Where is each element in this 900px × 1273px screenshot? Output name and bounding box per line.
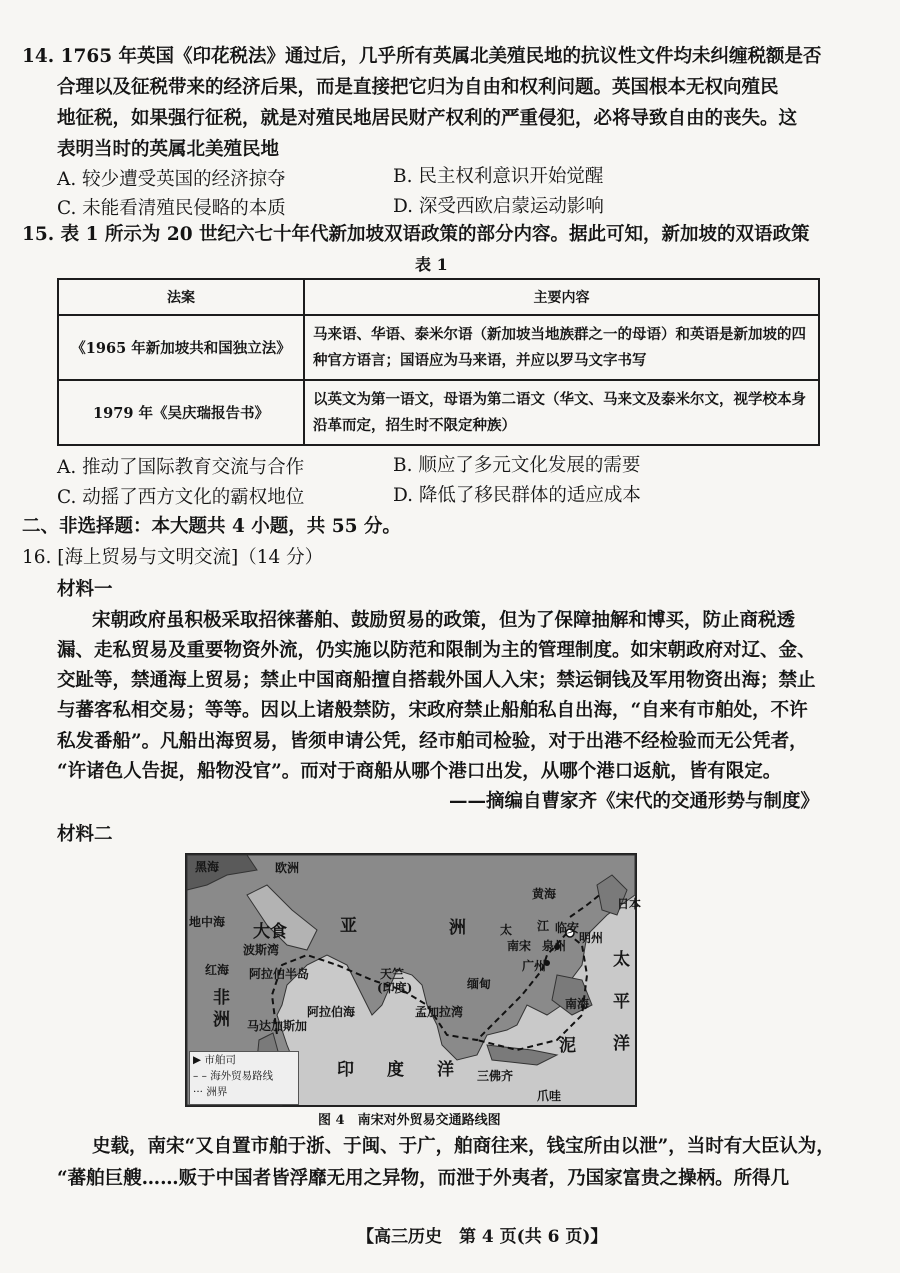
material-1-line: “许诸色人告捉，船物没官”。而对于商船从哪个港口出发，从哪个港口返航，皆有限定。	[57, 761, 782, 782]
legend-label: 海外贸易路线	[210, 1070, 274, 1082]
material-2-line: “蕃舶巨艘……贩于中国者皆浮靡无用之异物，而泄于外夷者，乃国家富贵之操柄。所得几	[57, 1168, 790, 1189]
table-cell-content: 马来语、华语、泰米尔语（新加坡当地族群之一的母语）和英语是新加坡的四种官方语言；国语应为马来语，并应以罗马文字书写	[304, 315, 819, 380]
trade-route-map	[185, 853, 642, 1107]
map-label: 孟加拉湾	[415, 1005, 464, 1019]
map-label: 平	[613, 992, 630, 1012]
material-1-line: 交趾等，禁通海上贸易；禁止中国商船擅自搭载外国人入宋；禁运铜钱及军用物资出海；禁止	[57, 670, 816, 691]
table-cell-content: 以英文为第一语文，母语为第二语文（华文、马来文及泰米尔文，视学校本身沿革而定，招生时不限定种族）	[304, 380, 819, 445]
q14-option-b: B. 民主权利意识开始觉醒	[393, 166, 604, 187]
map-label: 江	[537, 919, 550, 933]
map-label: 阿拉伯海	[307, 1005, 356, 1019]
map-label: 泥	[559, 1036, 576, 1056]
material-2-line: 史载，南宋“又自置市舶于浙、于闽、于广，舶商往来，钱宝所由以泄”，当时有大臣认为，	[92, 1136, 835, 1157]
material-1-line: 宋朝政府虽积极采取招徕蕃舶、鼓励贸易的政策，但为了保障抽解和博买，防止商税透	[92, 610, 796, 631]
map-label: 阿拉伯半岛	[249, 967, 310, 981]
map-label: 洲	[449, 918, 466, 938]
legend-item-boundary: ··· 洲界	[193, 1086, 228, 1098]
map-label: 南宋	[507, 939, 532, 953]
map-label: 爪哇	[537, 1089, 562, 1103]
q14-option-a: A. 较少遭受英国的经济掠夺	[57, 169, 286, 190]
map-label: 太	[500, 923, 513, 937]
map-label: 广州	[522, 959, 547, 973]
map-legend	[189, 1051, 299, 1105]
material-1-line: 与蕃客私相交易；等等。因以上诸般禁防，宋政府禁止船舶私自出海，“自来有市舶处，不许	[57, 700, 808, 721]
q15-stem: 15. 表 1 所示为 20 世纪六七十年代新加坡双语政策的部分内容。据此可知，新加坡的双语政策	[22, 224, 810, 245]
legend-item-port: ▶ 市舶司	[193, 1054, 236, 1066]
map-caption: 图 4 南宋对外贸易交通路线图	[318, 1113, 501, 1128]
map-label: 缅甸	[467, 977, 492, 991]
map-label: 欧洲	[275, 861, 300, 875]
map-label: 非	[213, 988, 230, 1008]
map-label: 红海	[205, 963, 230, 977]
map-label: 南海	[565, 997, 590, 1011]
table-row	[58, 315, 819, 380]
section-heading: 二、非选择题：本大题共 4 小题，共 55 分。	[22, 516, 401, 537]
table-title: 表 1	[415, 255, 448, 274]
map-label: (印度)	[377, 981, 413, 995]
material-1-line: 私发番船”。凡船出海贸易，皆须申请公凭，经市舶司检验，对于出港不经检验而无公凭者，	[57, 731, 808, 752]
map-label: 明州	[579, 931, 604, 945]
map-label: 泉州	[542, 939, 567, 953]
map-label: 马达加斯加	[247, 1019, 308, 1033]
map-label: 太	[613, 950, 630, 970]
q14-line-2: 合理以及征税带来的经济后果，而是直接把它归为自由和权利问题。英国根本无权向殖民	[57, 77, 779, 98]
table-row	[58, 380, 819, 445]
q14-option-c: C. 未能看清殖民侵略的本质	[57, 198, 286, 219]
map-label: 印	[337, 1060, 354, 1080]
legend-item-route: – – 海外贸易路线	[193, 1070, 274, 1082]
material-1-line: 漏、走私贸易及重要物资外流，仍实施以防范和限制为主的管理制度。如宋朝政府对辽、金、	[57, 640, 816, 661]
q15-option-b: B. 顺应了多元文化发展的需要	[393, 455, 641, 476]
map-label: 天竺	[380, 967, 405, 981]
table-header-law: 法案	[58, 279, 304, 315]
map-label: 洲	[213, 1010, 230, 1030]
map-label: 黄海	[532, 887, 557, 901]
q15-option-d: D. 降低了移民群体的适应成本	[393, 485, 641, 506]
policy-table	[57, 278, 820, 446]
material-2-label: 材料二	[57, 824, 113, 845]
legend-label: 洲界	[206, 1086, 228, 1098]
table-cell-law: 《1965 年新加坡共和国独立法》	[58, 315, 304, 380]
map-label: 洋	[613, 1034, 630, 1054]
q16-title: 16. [海上贸易与文明交流]（14 分）	[22, 547, 324, 568]
q15-option-a: A. 推动了国际教育交流与合作	[57, 457, 305, 478]
map-label: 洋	[437, 1060, 454, 1080]
map-label: 度	[387, 1060, 404, 1080]
q14-line-4: 表明当时的英属北美殖民地	[57, 139, 280, 160]
map-label: 波斯湾	[243, 943, 280, 957]
material-1-source: ——摘编自曹家齐《宋代的交通形势与制度》	[449, 791, 820, 812]
map-label: 地中海	[189, 915, 226, 929]
material-1-label: 材料一	[57, 579, 113, 600]
map-label: 亚	[340, 916, 357, 936]
table-header-row	[58, 279, 819, 315]
table-cell-law: 1979 年《吴庆瑞报告书》	[58, 380, 304, 445]
page-footer: 【高三历史 第 4 页(共 6 页)】	[357, 1227, 608, 1247]
table-header-content: 主要内容	[304, 279, 819, 315]
map-label: 黑海	[195, 860, 220, 874]
map-label: 三佛齐	[477, 1069, 514, 1083]
map-label: 临安	[555, 921, 580, 935]
q14-line-3: 地征税，如果强行征税，就是对殖民地居民财产权利的严重侵犯，必将导致自由的丧失。这	[57, 108, 798, 129]
legend-label: 市舶司	[204, 1054, 236, 1066]
q15-option-c: C. 动摇了西方文化的霸权地位	[57, 487, 305, 508]
map-label: 大食	[253, 922, 287, 942]
q14-option-d: D. 深受西欧启蒙运动影响	[393, 196, 604, 217]
map-label: 日本	[617, 897, 642, 911]
q14-line-1: 14. 1765 年英国《印花税法》通过后，几乎所有英属北美殖民地的抗议性文件均未纠缠税额是否	[22, 46, 822, 67]
